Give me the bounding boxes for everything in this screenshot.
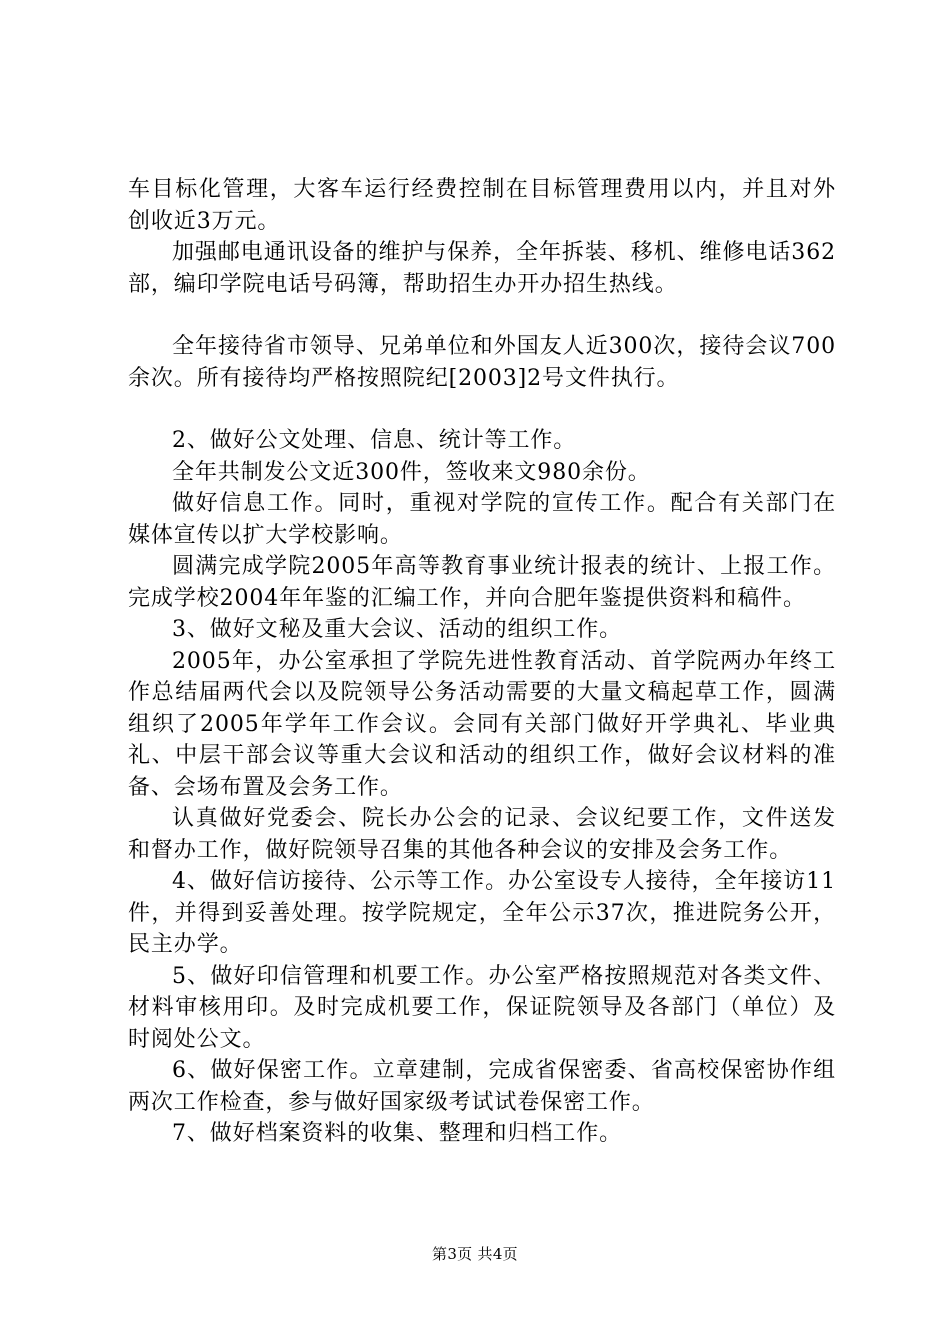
page-footer [0, 1244, 950, 1264]
paragraph-statistics: 圆满完成学院2005年高等教育事业统计报表的统计、上报工作。完成学校2004年年鉴的汇编工作，并向合肥年鉴提供资料和稿件。 [128, 554, 836, 611]
paragraph-vehicle-management: 车目标化管理，大客车运行经费控制在目标管理费用以内，并且对外创收近3万元。 [128, 177, 836, 234]
section-heading-7: 7、做好档案资料的收集、整理和归档工作。 [172, 1121, 622, 1146]
paragraph-gap [128, 394, 836, 425]
paragraph-meetings-2005: 2005年，办公室承担了学院先进性教育活动、首学院两办年终工作总结届两代会以及院领导公务活动需要的大量文稿起草工作，圆满组织了2005年学年工作会议。会同有关部门做好开学典礼、毕业典礼、中层干部会议等重大会议和活动的组织工作，做好会议材料的准备、会场布置及会务工作。 [128, 648, 836, 800]
paragraph-gap [128, 300, 836, 331]
document-body [128, 174, 836, 1150]
paragraph-reception: 全年接待省市领导、兄弟单位和外国友人近300次，接待会议700余次。所有接待均严格按照院纪[2003]2号文件执行。 [128, 334, 836, 391]
section-heading-3: 3、做好文秘及重大会议、活动的组织工作。 [172, 617, 622, 642]
section-heading-4: 4、做好信访接待、公示等工作。办公室设专人接待，全年接访11件，并得到妥善处理。按学院规定，全年公示37次，推进院务公开，民主办学。 [128, 869, 836, 957]
page-number: 第3页 共4页 [432, 1245, 518, 1263]
section-heading-6: 6、做好保密工作。立章建制，完成省保密委、省高校保密协作组两次工作检查，参与做好国家级考试试卷保密工作。 [128, 1058, 836, 1115]
paragraph-documents-issued: 全年共制发公文近300件，签收来文980余份。 [172, 459, 651, 485]
paragraph-information-work: 做好信息工作。同时，重视对学院的宣传工作。配合有关部门在媒体宣传以扩大学校影响。 [128, 491, 836, 548]
section-heading-2: 2、做好公文处理、信息、统计等工作。 [172, 428, 577, 453]
paragraph-party-committee: 认真做好党委会、院长办公会的记录、会议纪要工作，文件送发和督办工作，做好院领导召集的其他各种会议的安排及会务工作。 [128, 806, 836, 863]
section-heading-5: 5、做好印信管理和机要工作。办公室严格按照规范对各类文件、材料审核用印。及时完成机要工作，保证院领导及各部门（单位）及时阅处公文。 [128, 963, 836, 1052]
paragraph-telecom-maintenance: 加强邮电通讯设备的维护与保养，全年拆装、移机、维修电话362部，编印学院电话号码簿，帮助招生办开办招生热线。 [128, 240, 836, 297]
